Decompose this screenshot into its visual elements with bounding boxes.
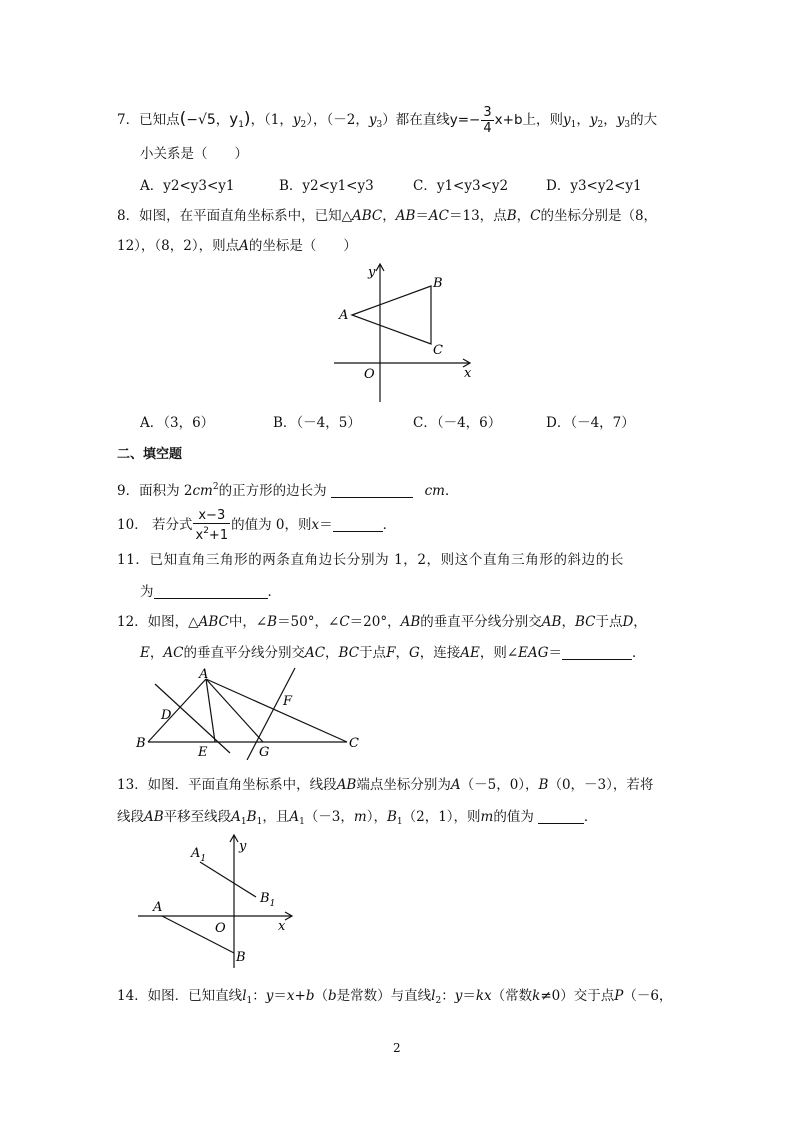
section-title-fill-in: 二、填空题 bbox=[117, 447, 183, 462]
q10-answer-blank[interactable] bbox=[333, 517, 383, 532]
q8-label-c: C bbox=[433, 343, 443, 358]
q8-stem-line1: 8．如图，在平面直角坐标系中，已知△ABC，AB＝AC＝13，点B，C的坐标分别是（8， bbox=[117, 208, 658, 224]
q7-option-c[interactable]: C．y1<y3<y2 bbox=[413, 178, 509, 194]
q8-triangle-abc bbox=[352, 286, 431, 344]
q8-label-b: B bbox=[433, 276, 443, 291]
q7-option-a[interactable]: A．y2<y3<y1 bbox=[140, 178, 235, 194]
q11-number: 11 bbox=[117, 552, 136, 568]
q11-answer-blank[interactable] bbox=[154, 584, 268, 599]
q13-label-a: A bbox=[153, 900, 163, 915]
q13-line1: 13．如图．平面直角坐标系中，线段AB端点坐标分别为A（－5，0），B（0，－3），若将 bbox=[117, 777, 654, 793]
q14-line1: 14．如图．已知直线$l_1$：y＝x+b（b是常数）与直线$l_2$：y＝kx（常数k≠0）交于点P（－6， bbox=[117, 988, 673, 1006]
q12-label-d: D bbox=[161, 708, 172, 723]
q8-label-a: A bbox=[339, 308, 349, 323]
q9-answer-blank[interactable] bbox=[331, 483, 413, 498]
q8-figure bbox=[330, 262, 480, 407]
q8-label-y: y bbox=[368, 265, 376, 280]
q8-label-o: O bbox=[364, 367, 375, 382]
q13-number: 13 bbox=[117, 777, 135, 793]
q12-figure bbox=[135, 665, 370, 760]
q12-label-c: C bbox=[349, 736, 359, 751]
q12-label-a: A bbox=[199, 667, 209, 682]
q12-line1: 12．如图，△ABC中，∠B＝50°，∠C＝20°，AB的垂直平分线分别交AB，BC于点D， bbox=[117, 614, 647, 630]
page-number: 2 bbox=[393, 1041, 401, 1055]
q12-segment-ab bbox=[148, 679, 206, 742]
q13-line2: 线段AB平移至线段$A_1B_1$，且$A_1(-3$，m），$B_1(2$，1），则m的值为 ． bbox=[117, 809, 598, 827]
q8-option-d[interactable]: D．（－4，7） bbox=[546, 415, 635, 431]
q13-label-b1: $B_1$ bbox=[260, 891, 276, 909]
q7-stem-line2: 小关系是（ ） bbox=[140, 146, 248, 162]
q7-stem-line1: 7．已知点(−√5，$y_1$)，（1，$y_2$），（－2，$y_3$）都在直线y=− $\frac{3}{4}$ x+b上，则$y_1$，$y_2$，$y_3$的大 bbox=[117, 105, 658, 136]
q9-line: 9．面积为 $2cm^2$的正方形的边长为 cm． bbox=[117, 482, 459, 499]
q8-option-a[interactable]: A．（3，6） bbox=[140, 415, 215, 431]
q12-line2: E，AC的垂直平分线分别交AC，BC于点F，G，连接AE，则∠EAG＝ ． bbox=[140, 645, 646, 661]
q13-label-x: x bbox=[278, 919, 286, 934]
q10-number: 10 bbox=[117, 517, 135, 533]
q13-figure bbox=[135, 832, 295, 972]
q14-number: 14 bbox=[117, 988, 135, 1004]
q12-perp-bisector-ac bbox=[247, 668, 295, 760]
q11-line2: 为 ． bbox=[140, 584, 281, 600]
q10-line: 10． 若分式 $\frac{x-3}{x^2+1}$ 的值为 0，则x＝ ． bbox=[117, 508, 397, 543]
q13-label-a1: $A_1$ bbox=[191, 846, 207, 864]
q12-segment-ag bbox=[206, 679, 263, 742]
q7-option-b[interactable]: B．y2<y1<y3 bbox=[279, 178, 374, 194]
q8-stem-line2: 12），（8，2），则点A的坐标是（ ） bbox=[117, 238, 357, 254]
q10-fraction: $\frac{x-3}{x^2+1}$ bbox=[195, 508, 229, 543]
q8-number: 8 bbox=[117, 208, 126, 224]
q13-label-y: y bbox=[239, 839, 247, 854]
q12-label-g: G bbox=[259, 745, 270, 760]
q12-label-b: B bbox=[136, 736, 146, 751]
q12-number: 12 bbox=[117, 614, 135, 630]
q7-sqrt5: −√5 bbox=[186, 112, 216, 128]
q13-label-o: O bbox=[215, 921, 226, 936]
q13-segment-a1b1 bbox=[200, 862, 256, 897]
q12-label-e: E bbox=[198, 745, 208, 760]
q12-segment-ac bbox=[206, 679, 347, 742]
q7-number: 7 bbox=[117, 112, 126, 128]
q9-number: 9 bbox=[117, 483, 126, 499]
q7-slope-fraction: $\frac{3}{4}$ bbox=[483, 105, 492, 136]
q13-label-b: B bbox=[236, 950, 246, 965]
q8-option-c[interactable]: C．（－4，6） bbox=[413, 415, 502, 431]
q12-label-f: F bbox=[283, 694, 293, 709]
q7-option-d[interactable]: D．y3<y2<y1 bbox=[546, 178, 642, 194]
q8-option-b[interactable]: B．（－4，5） bbox=[273, 415, 361, 431]
q12-answer-blank[interactable] bbox=[562, 645, 632, 660]
q13-answer-blank[interactable] bbox=[538, 809, 584, 824]
q8-label-x: x bbox=[464, 366, 472, 381]
q11-line1: 11．已知直角三角形的两条直角边长分别为 1，2，则这个直角三角形的斜边的长 bbox=[117, 552, 624, 568]
